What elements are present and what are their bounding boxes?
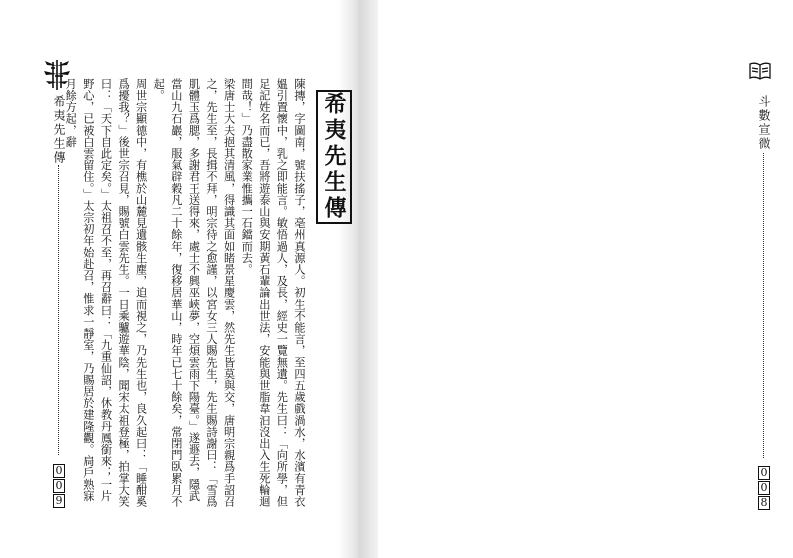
- left-running-title: 希夷先生傳: [52, 95, 66, 165]
- page-digit: 0: [758, 481, 770, 495]
- page-digit: 0: [758, 466, 770, 480]
- page-digit: 0: [53, 464, 65, 478]
- paragraph: 陳摶，字圖南，號扶搖子，亳州真源人。初生不能言，至四五歲戲渦水，水濱有青衣媼引置懷中，乳之即能言。敏悟過人，及長，經史一覽無遺。先生曰：「向所學，但足記姓名而已，吾將遊泰山與安期黃石輩論出世法，安能與世脂韋汩沒出入生死輪迴間哉！」乃盡散家業惟攜一石鐺而去。: [240, 78, 306, 508]
- page-digit: 0: [53, 479, 65, 493]
- right-page-number: [758, 466, 770, 511]
- chapter-title-box: [316, 90, 352, 224]
- page-digit: 8: [758, 496, 770, 510]
- body-text: [64, 78, 308, 508]
- book-icon: [748, 61, 772, 81]
- chapter-title: 希夷先生傳: [321, 92, 347, 222]
- paragraph: 周世宗顯德中，有樵於山麓見遺骸生塵，迫而視之，乃先生也，良久起曰：「睡酣奚爲擾我？」後世宗召見，賜號白雲先生。一日乘驢遊華陰，聞宋太祖登極，拍掌大笑曰：「天下自此定矣。」太祖召不至，再召辭曰：「九重仙詔，休教丹鳳銜來；一片野心，已被白雲留住。」太宗初年始赴召，惟求一靜室，乃賜居於建隆觀。扃戶熟寐月餘方起，辭: [64, 78, 148, 508]
- paragraph: 梁唐士大夫挹其清風，得識其面如睹景星慶雲，然先生皆莫與交，唐明宗親爲手詔召之，先生至，長揖不拜，明宗待之愈謹，以宮女三人賜先生，先生賜詩謝曰：「雪爲肌體玉爲腮，多謝君王送得來，處士不興巫峽夢，空煩雲雨下陽臺。」遂遯去，隱武當山九石巖，服氣辟穀凡二十餘年，復移居華山，時年已七十餘矣，常閉門臥累月不起。: [152, 78, 236, 508]
- right-running-title: 斗數宣微: [757, 95, 771, 151]
- left-dotted-rule: [58, 165, 59, 455]
- book-gutter: [338, 0, 378, 558]
- right-running-header: [756, 95, 772, 460]
- page-digit: 9: [53, 494, 65, 508]
- right-dotted-rule: [763, 153, 764, 458]
